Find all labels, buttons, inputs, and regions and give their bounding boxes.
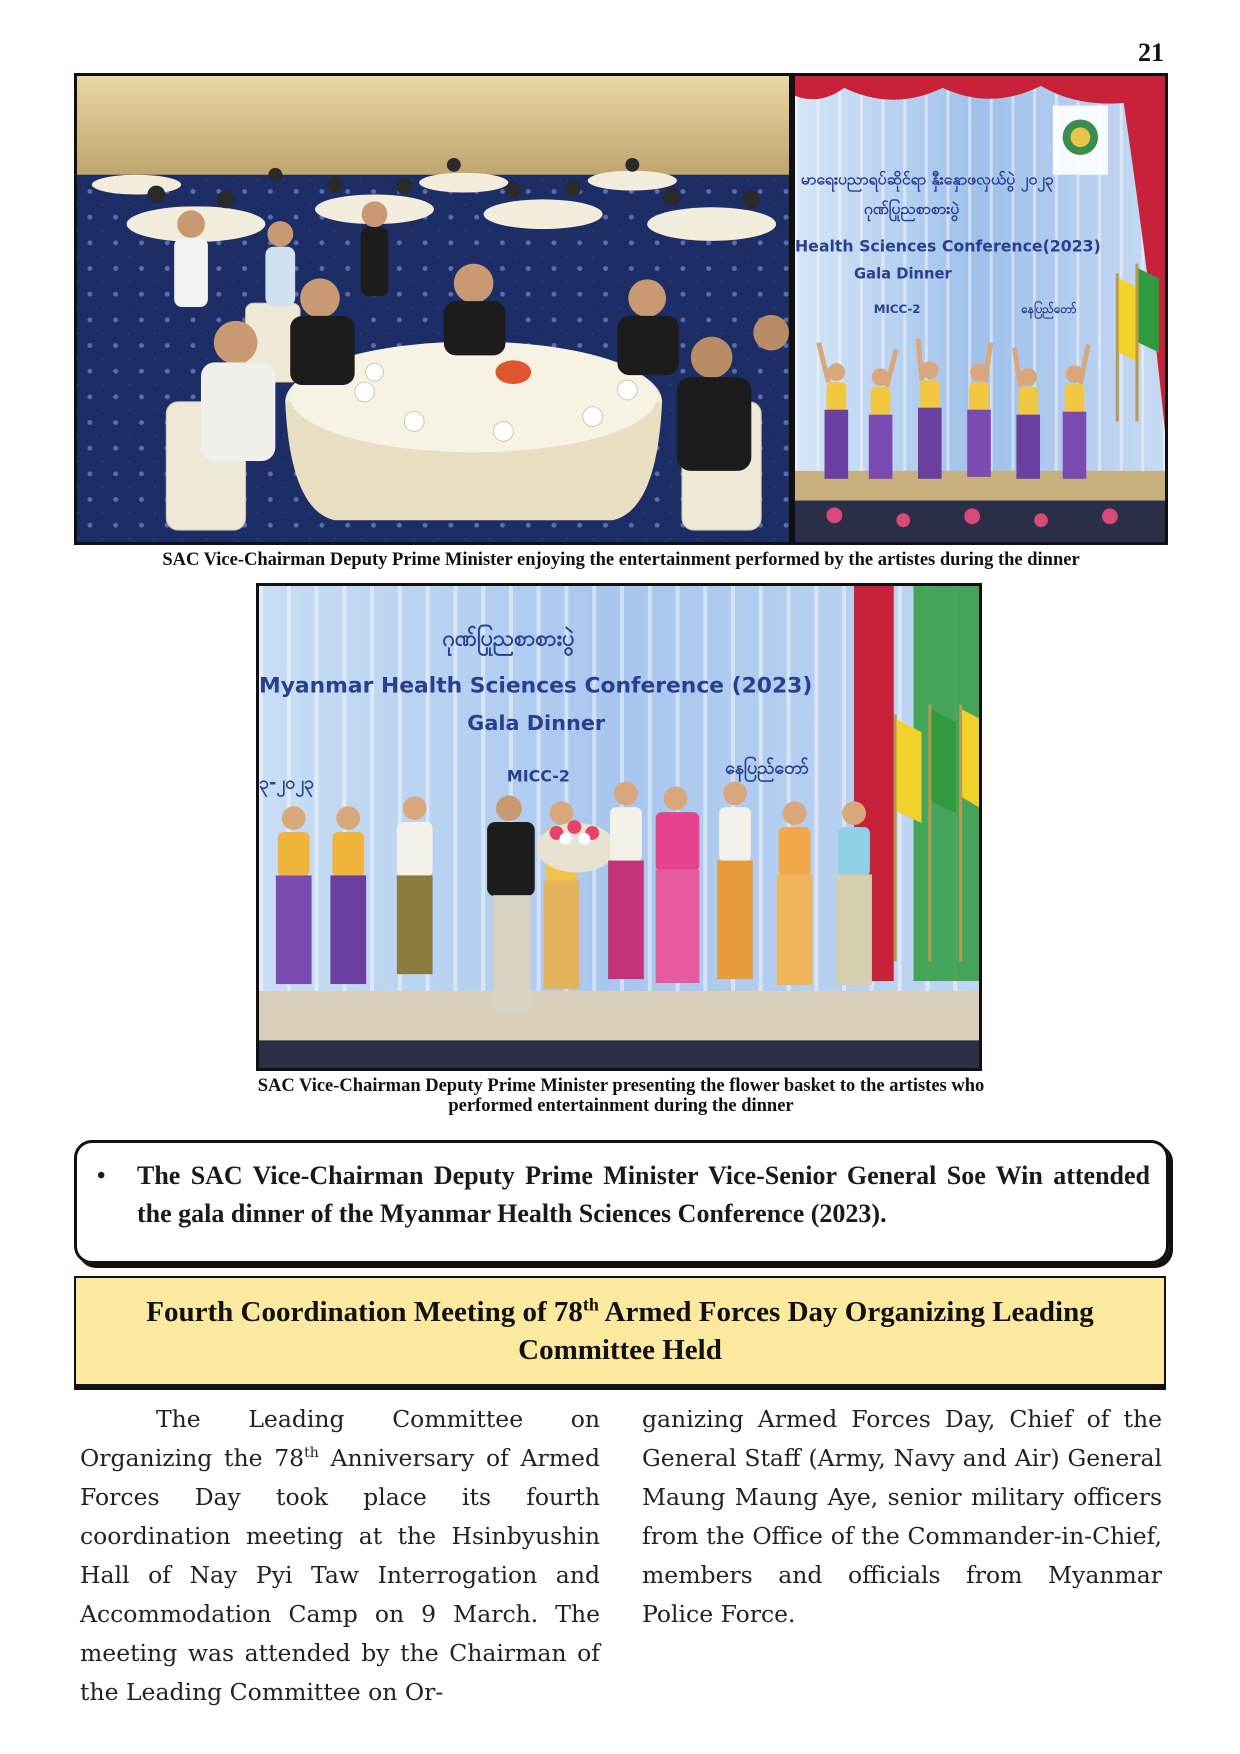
- highlight-box: [74, 1140, 1169, 1264]
- flower-basket-illustration: [259, 586, 979, 1068]
- stage-banner-line2: ဂုဏ်ပြုညစာစားပွဲ: [863, 199, 960, 219]
- basket-banner-line4: MICC-2: [506, 766, 570, 786]
- stage-dancers-illustration: [795, 76, 1165, 542]
- basket-banner-line1: ဂုဏ်ပြုညစာစားပွဲ: [442, 626, 575, 652]
- bullet-icon: •: [97, 1163, 106, 1189]
- caption-middle: [74, 1076, 1168, 1116]
- highlight-list: [89, 1157, 1150, 1233]
- photo-gala-dinner-tables: [74, 73, 792, 545]
- basket-banner-line2: Myanmar Health Sciences Conference (2023): [259, 673, 813, 699]
- highlight-text: The SAC Vice-Chairman Deputy Prime Minister Vice-Senior General Soe Win attended the gala dinner of the Myanmar Health Sciences Conference (2023).: [137, 1161, 1150, 1228]
- dinner-hall-illustration: [77, 76, 789, 542]
- basket-banner-line5: နေပြည်တော်: [725, 757, 809, 779]
- stage-banner-line5: MICC-2: [873, 301, 921, 316]
- headline-part2: Armed Forces Day Organizing Leading Committee Held: [518, 1296, 1094, 1366]
- caption-middle-line1: SAC Vice-Chairman Deputy Prime Minister presenting the flower basket to the artistes who: [257, 1076, 985, 1096]
- article-headline: [76, 1293, 1164, 1369]
- photo-flower-basket: [256, 583, 982, 1071]
- headline-box: [74, 1276, 1166, 1386]
- stage-banner-line1: မာရေးပညာရပ်ဆိုင်ရာ နှီးနှောဖလှယ်ပွဲ ၂၀၂၃: [800, 169, 1054, 189]
- highlight-item: [89, 1157, 1150, 1233]
- stage-banner-line6: နေပြည်တော်: [1021, 301, 1077, 316]
- basket-banner-line3: Gala Dinner: [467, 711, 606, 736]
- col1-part1: The Leading Committee on Organizing the 78: [80, 1405, 600, 1472]
- headline-part1: Fourth Coordination Meeting of 78: [146, 1296, 583, 1328]
- headline-superscript: th: [582, 1294, 599, 1315]
- col1-part2: Anniversary of Armed Forces Day took place its fourth coordination meeting at the Hsinbyushin Hall of Nay Pyi Taw Interrogation and Accommodation Camp on 9 March. The meeting was attended by the Chairman of the Leading Committee on Or-: [80, 1444, 600, 1706]
- caption-middle-line2: performed entertainment during the dinner: [448, 1096, 794, 1116]
- basket-banner-line6: ၃-၂၀၂၃: [259, 772, 315, 794]
- article-paragraph-1: [80, 1400, 600, 1712]
- article-column-2: [642, 1400, 1162, 1634]
- page-number: 21: [1138, 38, 1164, 67]
- photo-stage-dancers: [792, 73, 1168, 545]
- article-column-1: [80, 1400, 600, 1712]
- stage-banner-line3: Health Sciences Conference(2023): [795, 236, 1101, 256]
- col1-superscript: th: [304, 1445, 319, 1462]
- caption-top: SAC Vice-Chairman Deputy Prime Minister enjoying the entertainment performed by the artistes during the dinner: [162, 550, 1080, 570]
- stage-banner-line4: Gala Dinner: [854, 265, 952, 283]
- article-paragraph-2: ganizing Armed Forces Day, Chief of the General Staff (Army, Navy and Air) General Maung Maung Aye, senior military officers from the Office of the Commander-in-Chief, members and officials from Myanmar Police Force.: [642, 1405, 1162, 1628]
